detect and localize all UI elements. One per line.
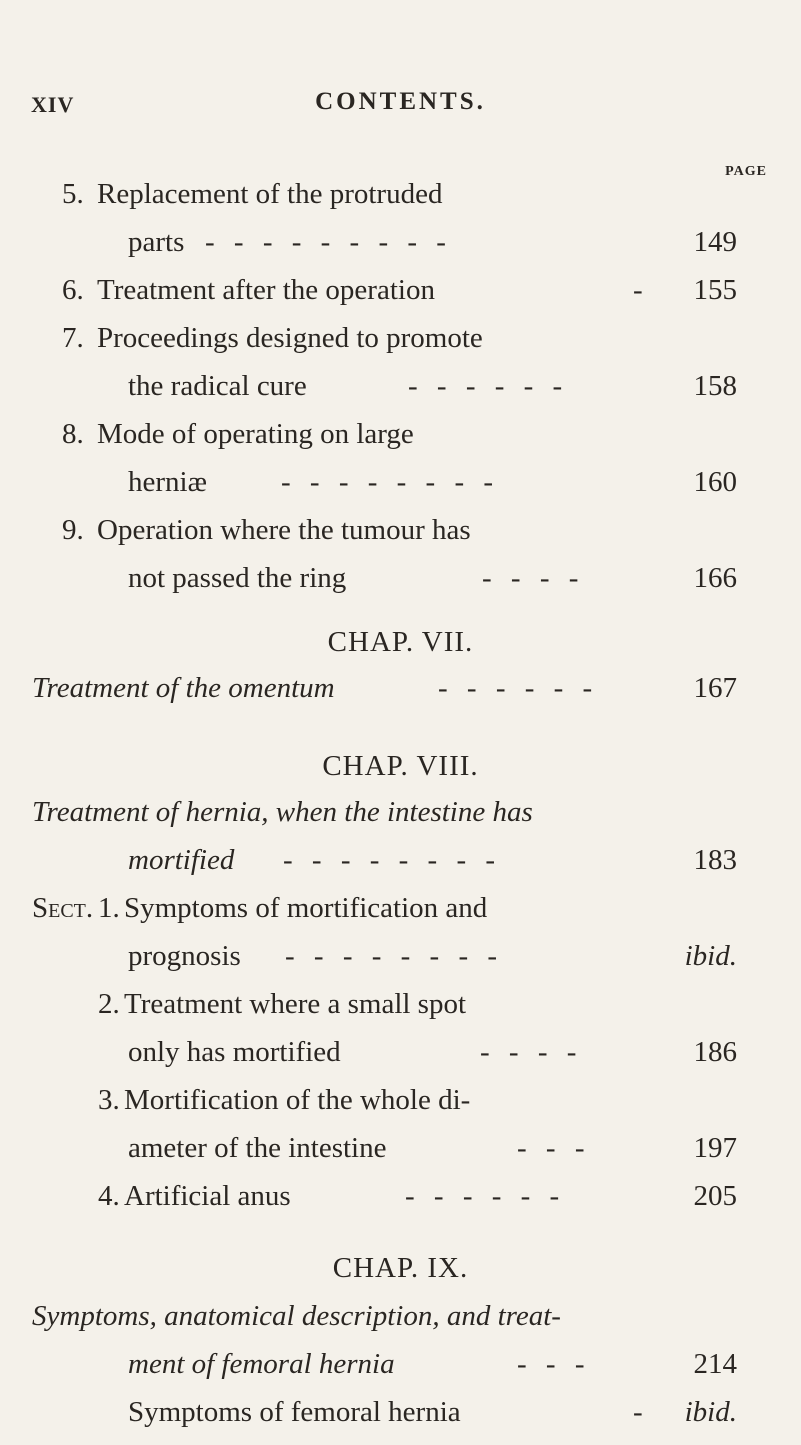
- entry-title-cont: herniæ: [128, 466, 207, 498]
- chapter-title: Treatment of hernia, when the intestine has: [32, 796, 533, 828]
- page-ref: 166: [693, 562, 737, 594]
- section-3-line1: [0, 1076, 801, 1124]
- section-3-line2: [0, 1124, 801, 1172]
- page-ref: 160: [693, 466, 737, 498]
- page-ref: 149: [693, 226, 737, 258]
- page-column-label: PAGE: [725, 164, 767, 179]
- section-title: Artificial anus: [124, 1180, 291, 1212]
- entry-8-line1: [0, 410, 801, 458]
- chapter-9-title-line2: [0, 1340, 801, 1388]
- section-title: Treatment where a small spot: [124, 988, 467, 1020]
- page-ref: 214: [693, 1348, 737, 1380]
- leader-dots: - - - - - -: [438, 672, 599, 704]
- section-4-line1: [0, 1172, 801, 1220]
- entry-7-line1: [0, 314, 801, 362]
- entry-9-line1: [0, 506, 801, 554]
- section-number: 4.: [98, 1180, 120, 1212]
- page-ref: 158: [693, 370, 737, 402]
- chapter-7-title-line: [0, 664, 801, 712]
- chapter-8-title-line2: [0, 836, 801, 884]
- section-title: Symptoms of mortification and: [124, 892, 488, 924]
- chapter-9-heading: CHAP. IX.: [332, 1252, 469, 1284]
- section-title-cont: only has mortified: [128, 1036, 341, 1068]
- chapter-title-cont: ment of femoral hernia: [128, 1348, 395, 1380]
- section-label: Sect.: [32, 892, 94, 924]
- section-2-line2: [0, 1028, 801, 1076]
- entry-title-cont: not passed the ring: [128, 562, 347, 594]
- page-ref: 183: [693, 844, 737, 876]
- section-2-line1: [0, 980, 801, 1028]
- page-number: XIV: [31, 92, 75, 117]
- leader-dots: - - - -: [482, 562, 585, 594]
- section-1-line2: [0, 932, 801, 980]
- page-ref: 205: [693, 1180, 737, 1212]
- entry-title-cont: parts: [128, 226, 185, 258]
- chapter-title: Treatment of the omentum: [32, 672, 335, 704]
- leader-dots: - - - - - - - -: [285, 940, 504, 972]
- entry-title: Operation where the tumour has: [97, 514, 471, 546]
- entry-title: Proceedings designed to promote: [97, 322, 483, 354]
- entry-number: 6.: [62, 274, 84, 306]
- chapter-title: Symptoms, anatomical description, and treat-: [32, 1300, 561, 1332]
- page-title: CONTENTS.: [315, 88, 486, 115]
- page-ref: 186: [693, 1036, 737, 1068]
- section-title-cont: ameter of the intestine: [128, 1132, 387, 1164]
- entry-6-line1: [0, 266, 801, 314]
- chapter-9-sub-line: [0, 1388, 801, 1436]
- section-1-line1: [0, 884, 801, 932]
- entry-7-line2: [0, 362, 801, 410]
- entry-8-line2: [0, 458, 801, 506]
- leader-dots: - - - - - - - -: [283, 844, 502, 876]
- leader-dots: - - -: [517, 1348, 591, 1380]
- leader-dots: -: [633, 1396, 649, 1428]
- page-ref: 167: [693, 672, 737, 704]
- leader-dots: - - - - - -: [408, 370, 569, 402]
- page-ref: ibid.: [684, 1396, 737, 1428]
- chapter-9-title-line1: [0, 1292, 801, 1340]
- entry-number: 9.: [62, 514, 84, 546]
- chapter-7-heading: CHAP. VII.: [327, 626, 474, 658]
- entry-9-line2: [0, 554, 801, 602]
- section-title-cont: prognosis: [128, 940, 241, 972]
- page-ref: 155: [693, 274, 737, 306]
- page-ref: 197: [693, 1132, 737, 1164]
- leader-dots: - - - - - - - - -: [205, 226, 452, 258]
- entry-title: Treatment after the operation: [97, 274, 435, 306]
- entry-number: 5.: [62, 178, 84, 210]
- leader-dots: - - - - - -: [405, 1180, 566, 1212]
- entry-number: 8.: [62, 418, 84, 450]
- sub-entry-title: Symptoms of femoral hernia: [128, 1396, 461, 1428]
- leader-dots: - - -: [517, 1132, 591, 1164]
- leader-dots: -: [633, 274, 649, 306]
- section-number: 3.: [98, 1084, 120, 1116]
- entry-number: 7.: [62, 322, 84, 354]
- entry-title: Mode of operating on large: [97, 418, 414, 450]
- chapter-8-heading: CHAP. VIII.: [322, 750, 479, 782]
- chapter-title-cont: mortified: [128, 844, 235, 876]
- leader-dots: - - - -: [480, 1036, 583, 1068]
- section-number: 1.: [98, 892, 120, 924]
- entry-title: Replacement of the protruded: [97, 178, 443, 210]
- section-title: Mortification of the whole di-: [124, 1084, 471, 1116]
- section-number: 2.: [98, 988, 120, 1020]
- chapter-8-title-line1: [0, 788, 801, 836]
- leader-dots: - - - - - - - -: [281, 466, 500, 498]
- entry-5-line2: [0, 218, 801, 266]
- page-ref: ibid.: [684, 940, 737, 972]
- entry-title-cont: the radical cure: [128, 370, 307, 402]
- entry-5-line1: [0, 170, 801, 218]
